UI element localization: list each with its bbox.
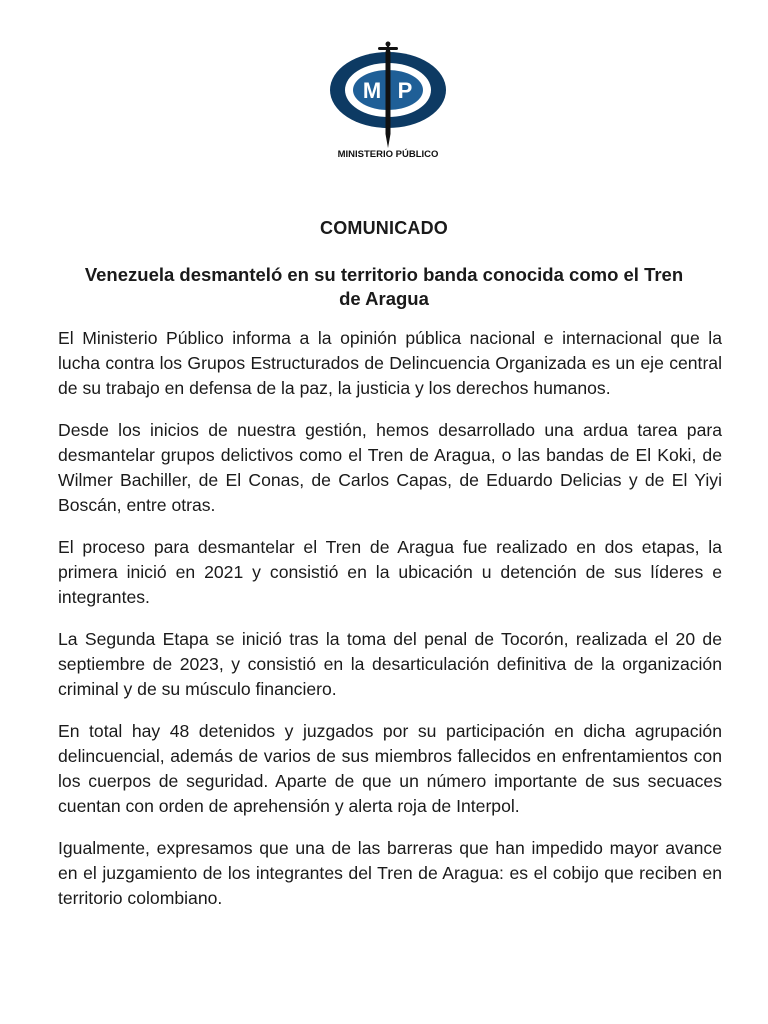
document-body bbox=[58, 326, 722, 928]
ministerio-publico-logo bbox=[318, 38, 458, 164]
body-paragraph: En total hay 48 detenidos y juzgados por su participación en dicha agrupación delincuencial, además de varios de sus miembros fallecidos en enfrentamientos con los cuerpos de seguridad. Aparte de que un número importante de sus secuaces cuentan con orden de aprehensión y alerta roja de Interpol. bbox=[58, 721, 722, 816]
sword-guard bbox=[378, 47, 398, 50]
body-paragraph: La Segunda Etapa se inició tras la toma del penal de Tocorón, realizada el 20 de septiembre de 2023, y consistió en la desarticulación definitiva de la organización criminal y de su músculo financiero. bbox=[58, 629, 722, 699]
logo-initial-p: P bbox=[397, 78, 413, 103]
document-title: COMUNICADO bbox=[320, 218, 448, 238]
body-paragraph: Igualmente, expresamos que una de las barreras que han impedido mayor avance en el juzgamiento de los integrantes del Tren de Aragua: es el cobijo que reciben en territorio colombiano. bbox=[58, 838, 722, 908]
sword-pommel bbox=[386, 42, 391, 47]
body-paragraph: El proceso para desmantelar el Tren de Aragua fue realizado en dos etapas, la primera inició en 2021 y consistió en la ubicación u detención de sus líderes e integrantes. bbox=[58, 537, 722, 607]
logo-initial-m: M bbox=[362, 78, 382, 103]
body-paragraph: Desde los inicios de nuestra gestión, hemos desarrollado una ardua tarea para desmantelar grupos delictivos como el Tren de Aragua, o las bandas de El Koki, de Wilmer Bachiller, de El Conas, de Carlos Capas, de Eduardo Delicias y de El Yiyi Boscán, entre otras. bbox=[58, 420, 722, 515]
mp-emblem bbox=[318, 38, 458, 164]
document-headline: Venezuela desmanteló en su territorio banda conocida como el Tren de Aragua bbox=[84, 264, 684, 309]
body-paragraph: El Ministerio Público informa a la opinión pública nacional e internacional que la lucha contra los Grupos Estructurados de Delincuencia Organizada es un eje central de su trabajo en defensa de la paz, la justicia y los derechos humanos. bbox=[58, 328, 722, 398]
sword-blade bbox=[386, 42, 391, 148]
logo-caption: MINISTERIO PÚBLICO bbox=[337, 149, 439, 160]
